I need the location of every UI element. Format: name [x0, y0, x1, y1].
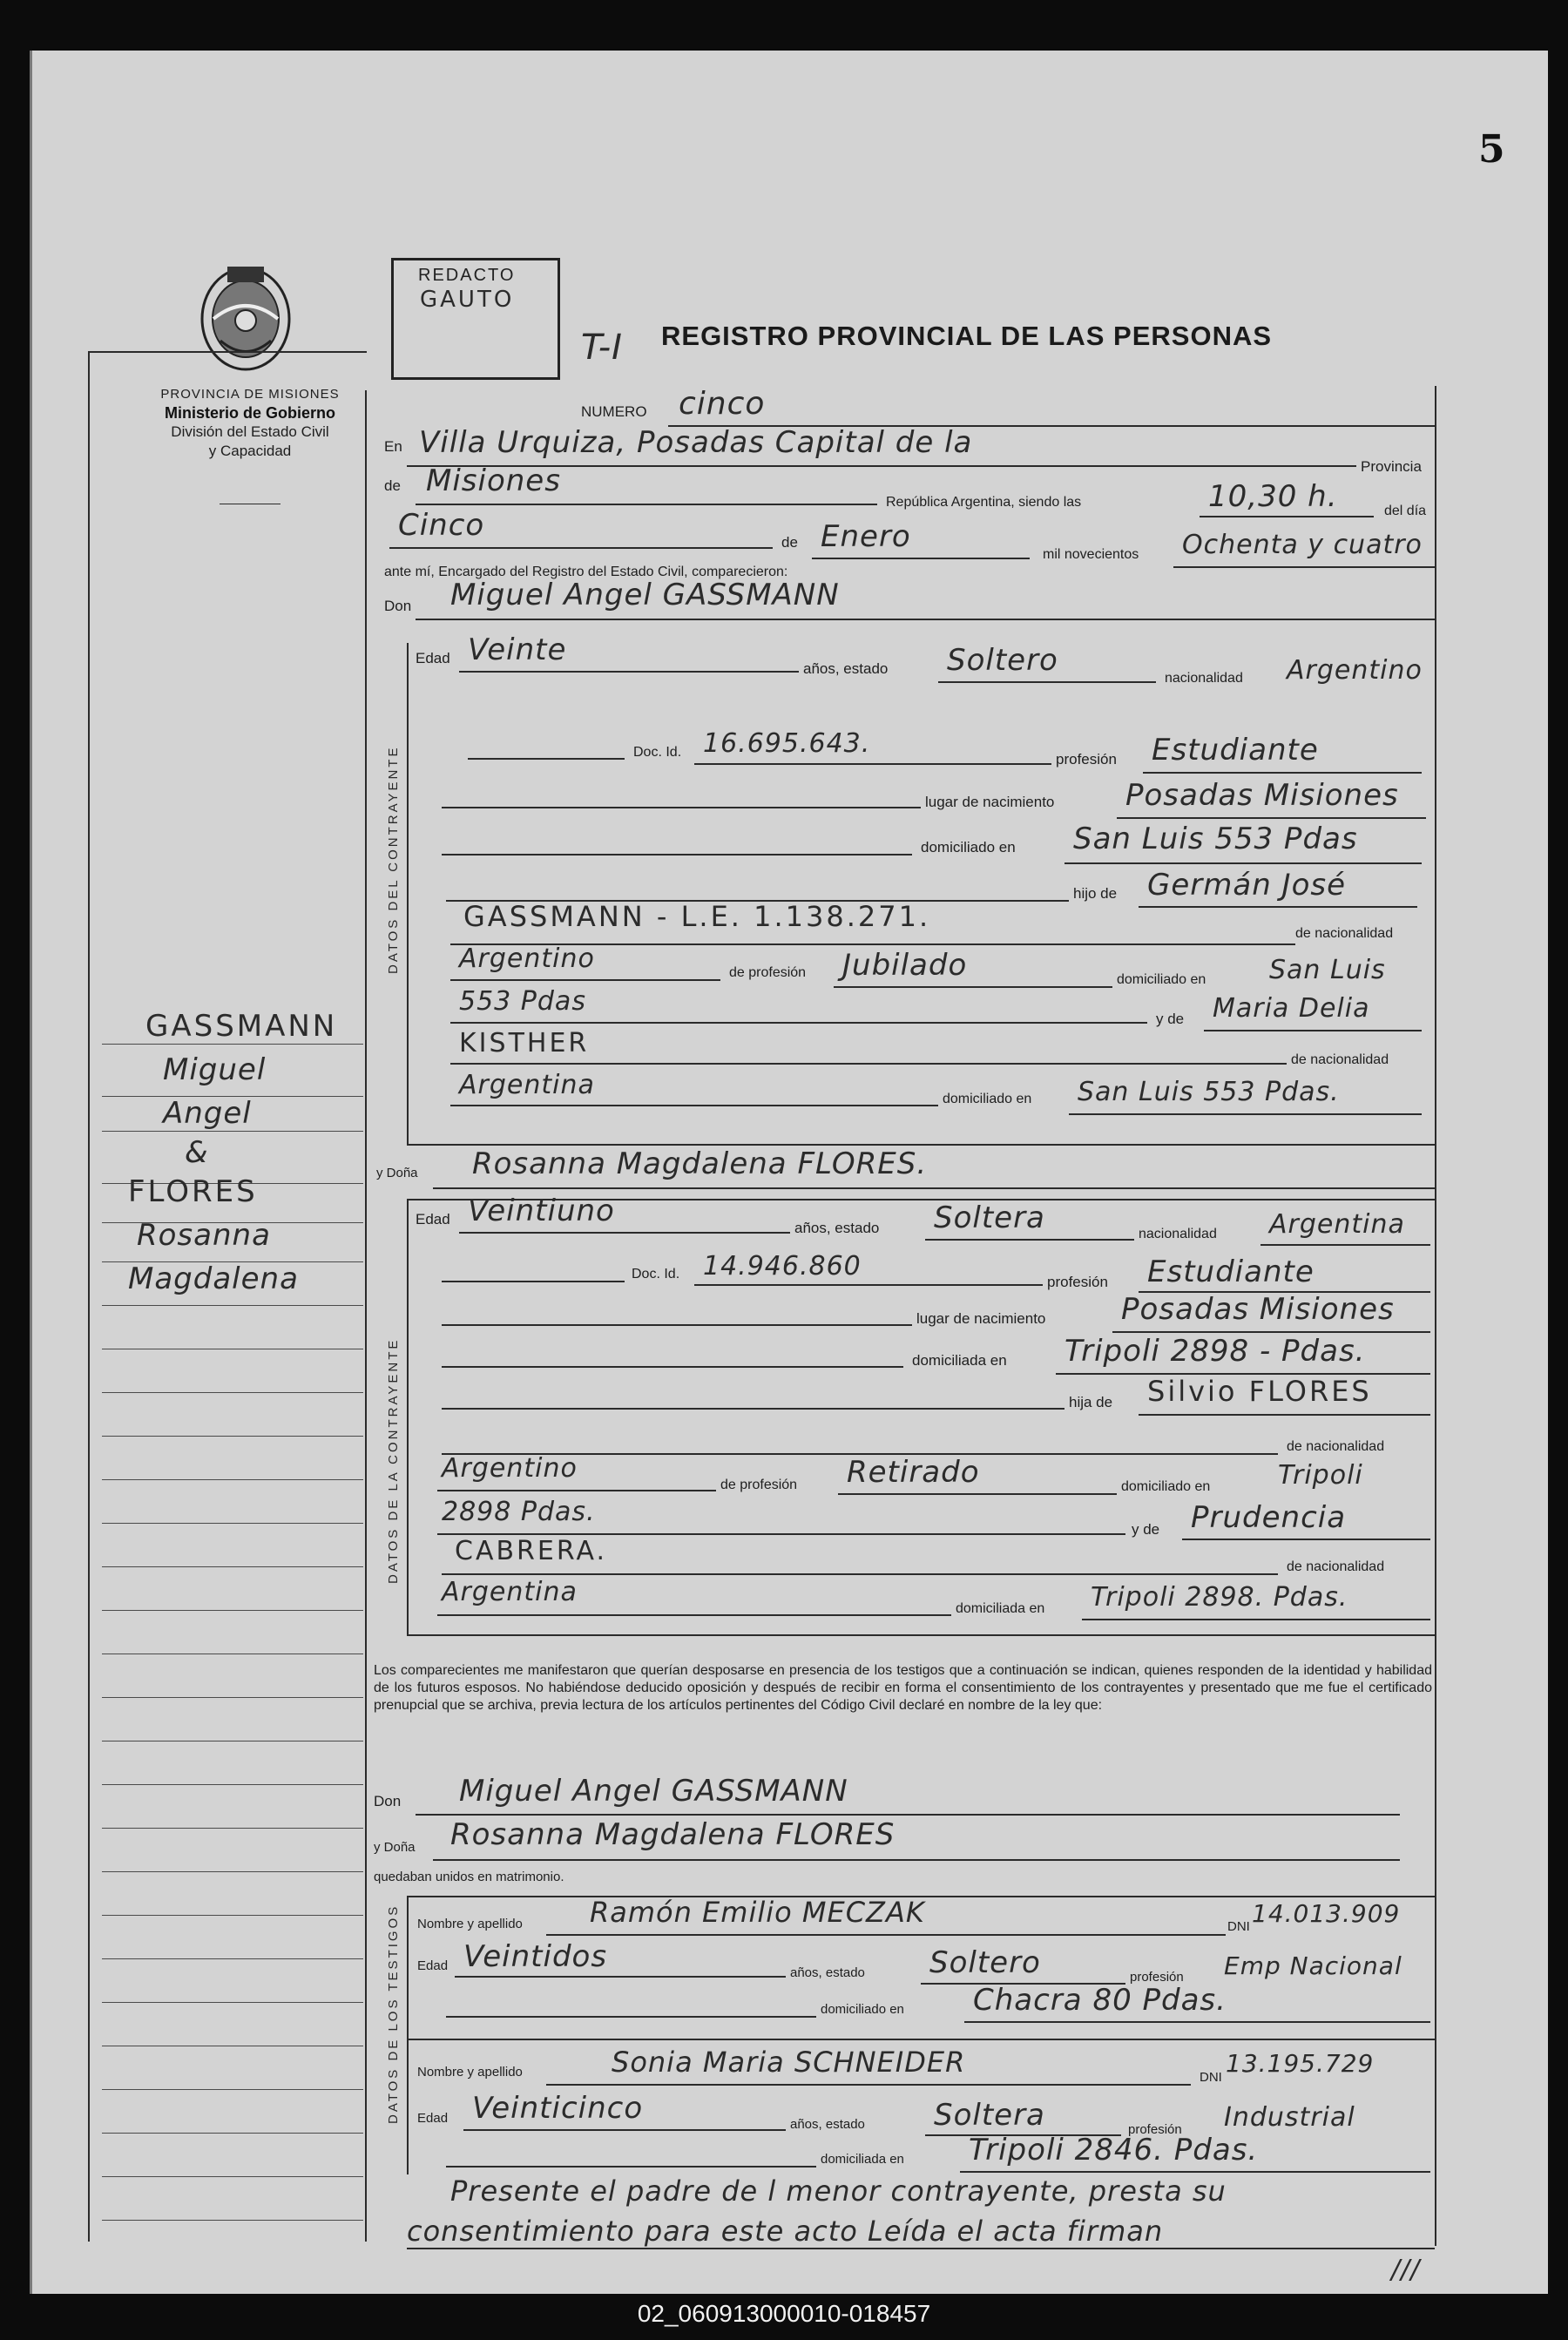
- w2-name-line: [546, 2084, 1191, 2086]
- decl-united-text: quedaban unidos en matrimonio.: [374, 1870, 564, 1884]
- bride-mother-last-line: [442, 1573, 1278, 1575]
- w1-dni-label: DNI: [1227, 1919, 1250, 1934]
- margin-note-line4: &: [185, 1135, 209, 1170]
- division-heading: División del Estado Civil: [171, 423, 329, 440]
- numero-value: cinco: [679, 386, 766, 422]
- bride-age-value: Veintiuno: [468, 1194, 615, 1228]
- w1-edad-label: Edad: [417, 1958, 449, 1973]
- bride-section-bottom: [407, 1634, 1435, 1636]
- footer-id: 02_060913000010-018457: [637, 2300, 931, 2327]
- bride-anos-label: años, estado: [794, 1220, 880, 1236]
- time-value: 10,30 h.: [1208, 479, 1338, 514]
- bride-nac-label: nacionalidad: [1139, 1227, 1217, 1241]
- bride-birthplace-value: Posadas Misiones: [1121, 1292, 1395, 1327]
- groom-mother-last-value: KISTHER: [459, 1028, 590, 1058]
- margin-note-line2: Miguel: [163, 1052, 267, 1087]
- w2-status-value: Soltera: [934, 2098, 1045, 2133]
- top-frame-line: [88, 351, 367, 353]
- bride-address-value: Tripoli 2898 - Pdas.: [1064, 1334, 1366, 1369]
- bride-doc-line: [694, 1284, 1043, 1286]
- bride-mother-nat-value: Argentina: [442, 1577, 578, 1607]
- bride-de-nac-label: de nacionalidad: [1287, 1439, 1385, 1454]
- witness-section-bracket: [407, 1896, 409, 2174]
- closing-line2: consentimiento para este acto Leída el acta firman: [407, 2215, 1164, 2248]
- w2-age-line: [463, 2129, 786, 2131]
- bride-father-addr2-value: 2898 Pdas.: [442, 1497, 596, 1527]
- w1-name-label: Nombre y apellido: [417, 1917, 523, 1931]
- tome-number: T-I: [581, 328, 623, 368]
- bride-age-line: [459, 1232, 790, 1234]
- margin-note-line7: Magdalena: [128, 1261, 299, 1296]
- groom-doc-label: Doc. Id.: [633, 745, 682, 760]
- groom-father-addr1-value: San Luis: [1269, 955, 1386, 985]
- bride-edad-label: Edad: [416, 1211, 450, 1227]
- groom-section-label: DATOS DEL CONTRAYENTE: [386, 745, 401, 974]
- bride-hija-label: hija de: [1069, 1394, 1113, 1410]
- w1-address-blank-line: [446, 2016, 816, 2018]
- margin-note-line5: FLORES: [128, 1174, 258, 1209]
- groom-nac-label: nacionalidad: [1165, 671, 1243, 686]
- decl-don-label: Don: [374, 1793, 402, 1809]
- groom-name-value: Miguel Angel GASSMANN: [450, 578, 840, 612]
- w2-name-label: Nombre y apellido: [417, 2065, 523, 2080]
- w2-prof-label: profesión: [1128, 2122, 1182, 2137]
- groom-age-line: [459, 671, 799, 673]
- mil-label: mil novecientos: [1043, 547, 1139, 562]
- bride-father-addr2-line: [437, 1533, 1125, 1535]
- margin-note-line6: Rosanna: [137, 1218, 271, 1253]
- w2-address-value: Tripoli 2846. Pdas.: [969, 2133, 1259, 2168]
- groom-mother-nat-line: [450, 1105, 938, 1106]
- bride-father-prof-value: Retirado: [847, 1455, 980, 1490]
- groom-profession-line: [1143, 772, 1422, 774]
- province-heading: PROVINCIA DE MISIONES: [160, 387, 340, 402]
- w2-dni-label: DNI: [1200, 2070, 1222, 2085]
- bride-address-blank-line: [442, 1366, 903, 1368]
- bride-lugar-label: lugar de nacimiento: [916, 1310, 1046, 1327]
- w1-anos-label: años, estado: [790, 1965, 865, 1980]
- groom-prof-label: profesión: [1056, 751, 1117, 768]
- bride-father-addr1-value: Tripoli: [1278, 1460, 1363, 1491]
- provincia-label: Provincia: [1361, 458, 1422, 475]
- w2-anos-label: años, estado: [790, 2117, 865, 2132]
- bride-mother-last-value: CABRERA.: [455, 1536, 608, 1566]
- closing-line1: Presente el padre de l menor contrayente, presta su: [450, 2174, 1227, 2208]
- stamp-name: GAUTO: [420, 287, 515, 313]
- month-line: [812, 558, 1030, 559]
- groom-father-addr2-value: 553 Pdas: [459, 986, 586, 1017]
- w1-age-line: [455, 1976, 786, 1978]
- bride-father-value: Silvio FLORES: [1147, 1375, 1372, 1408]
- bride-section-label: DATOS DE LA CONTRAYENTE: [386, 1337, 401, 1584]
- w1-address-line: [964, 2021, 1430, 2023]
- groom-father-nat-line: [450, 979, 720, 981]
- province-name-value: Misiones: [426, 463, 561, 498]
- bride-profession-value: Estudiante: [1147, 1255, 1315, 1289]
- w2-edad-label: Edad: [417, 2111, 449, 2126]
- w2-address-line: [960, 2171, 1430, 2173]
- groom-birth-blank-line: [442, 807, 921, 808]
- bride-father-nat-line: [437, 1490, 716, 1491]
- groom-profession-value: Estudiante: [1152, 733, 1319, 768]
- bride-domic-label: domiciliada en: [912, 1352, 1007, 1369]
- redacto-stamp: [391, 258, 560, 380]
- groom-de-prof-label: de profesión: [729, 965, 807, 980]
- bride-name-line: [433, 1187, 1435, 1189]
- registry-title: REGISTRO PROVINCIAL DE LAS PERSONAS: [661, 321, 1273, 351]
- bride-status-value: Soltera: [934, 1200, 1045, 1235]
- place-value: Villa Urquiza, Posadas Capital de la: [419, 425, 973, 460]
- decl-bride-value: Rosanna Magdalena FLORES: [450, 1817, 896, 1852]
- w1-age-value: Veintidos: [463, 1939, 608, 1974]
- groom-mother-first-value: Maria Delia: [1213, 993, 1370, 1024]
- bride-domic-en-label: domiciliado en: [1121, 1479, 1211, 1494]
- stamp-title: REDACTO: [418, 266, 516, 285]
- bride-birthplace-line: [1112, 1331, 1430, 1333]
- groom-address-line: [1064, 862, 1422, 864]
- numero-label: NUMERO: [581, 403, 647, 420]
- bride-mother-addr-line: [1082, 1619, 1430, 1620]
- groom-mother-addr-line: [1069, 1113, 1422, 1115]
- bride-prof-label: profesión: [1047, 1274, 1108, 1290]
- w1-prof-label: profesión: [1130, 1970, 1184, 1985]
- groom-hijo-label: hijo de: [1073, 885, 1118, 902]
- bride-domic-label-2: domiciliada en: [956, 1601, 1045, 1616]
- bride-nationality-line: [1260, 1244, 1430, 1246]
- groom-domic-en-label: domiciliado en: [1117, 972, 1206, 987]
- w1-domic-label: domiciliado en: [821, 2002, 904, 2017]
- groom-birthplace-line: [1117, 817, 1426, 819]
- witness-section-label: DATOS DE LOS TESTIGOS: [386, 1904, 401, 2124]
- bride-mother-first-line: [1182, 1539, 1430, 1540]
- bride-doc-blank-line: [442, 1281, 625, 1282]
- document-page: [30, 51, 1548, 2294]
- bride-nationality-value: Argentina: [1269, 1209, 1405, 1240]
- year-line: [1173, 566, 1435, 568]
- groom-de-nac-label-2: de nacionalidad: [1291, 1052, 1389, 1067]
- groom-father-first-line: [1139, 906, 1417, 908]
- province-name-line: [416, 504, 877, 505]
- don-label: Don: [384, 598, 412, 614]
- groom-nationality-value: Argentino: [1287, 655, 1423, 686]
- bride-dona-label: y Doña: [376, 1166, 418, 1180]
- margin-note-line3: Angel: [163, 1096, 252, 1131]
- groom-anos-label: años, estado: [803, 660, 889, 677]
- closing-mark: ///: [1391, 2255, 1421, 2285]
- del-dia-label: del día: [1384, 504, 1427, 518]
- w2-age-value: Veinticinco: [472, 2091, 644, 2126]
- bride-de-nac-label-2: de nacionalidad: [1287, 1559, 1385, 1574]
- groom-section-bottom: [407, 1144, 1435, 1146]
- day-line: [389, 547, 773, 549]
- en-label: En: [384, 438, 402, 455]
- margin-note-line1: GASSMANN: [145, 1009, 338, 1044]
- groom-mother-nat-value: Argentina: [459, 1070, 595, 1100]
- bride-mother-addr-value: Tripoli 2898. Pdas.: [1091, 1582, 1348, 1613]
- left-frame-line: [88, 351, 90, 2242]
- ministry-heading: Ministerio de Gobierno: [164, 404, 335, 422]
- groom-status-line: [938, 681, 1156, 683]
- de-label: de: [384, 477, 401, 494]
- right-frame-line: [1435, 386, 1436, 2246]
- month-value: Enero: [821, 519, 911, 554]
- bride-mother-first-value: Prudencia: [1191, 1500, 1347, 1535]
- groom-father-rest-value: GASSMANN - L.E. 1.138.271.: [463, 900, 931, 933]
- groom-section-bracket: [407, 643, 409, 1144]
- groom-mother-addr-value: San Luis 553 Pdas.: [1078, 1077, 1340, 1107]
- groom-name-line: [416, 619, 1435, 620]
- time-line: [1200, 516, 1374, 517]
- declaration-text: Los comparecientes me manifestaron que querían desposarse en presencia de los testigos que a continuación se indican, quienes responden de la identidad y habilidad de los futuros esposos. No habiéndose deducido oposición y después de recibir en forma el consentimiento de los contrayentes y presentado que me fue el certificado prenupcial que se archiva, previa lectura de los artículos pertinentes del Código Civil declaré en nombre de la ley que:: [374, 1663, 1432, 1713]
- margin-divider-line: [365, 390, 367, 2242]
- bride-doc-label: Doc. Id.: [632, 1267, 680, 1282]
- groom-father-first-value: Germán José: [1147, 868, 1347, 903]
- groom-domic-label: domiciliado en: [921, 839, 1016, 856]
- year-value: Ochenta y cuatro: [1182, 530, 1423, 560]
- w1-status-value: Soltero: [929, 1945, 1041, 1980]
- decl-bride-line: [433, 1859, 1400, 1861]
- groom-doc-line: [694, 763, 1051, 765]
- decl-groom-line: [416, 1814, 1400, 1816]
- bride-doc-value: 14.946.860: [703, 1251, 862, 1282]
- groom-father-prof-value: Jubilado: [842, 948, 968, 983]
- bride-father-nat-value: Argentino: [442, 1453, 578, 1484]
- w2-domic-label: domiciliada en: [821, 2152, 904, 2167]
- w1-profession-value: Emp Nacional: [1224, 1951, 1402, 1980]
- groom-domic-label-2: domiciliado en: [943, 1092, 1032, 1106]
- bride-y-de-label: y de: [1132, 1521, 1160, 1538]
- w1-dni-value: 14.013.909: [1252, 1899, 1401, 1928]
- groom-father-nat-value: Argentino: [459, 943, 595, 974]
- groom-age-value: Veinte: [468, 632, 567, 667]
- de-label-2: de: [781, 534, 798, 551]
- groom-mother-first-line: [1204, 1030, 1422, 1031]
- groom-doc-blank-line: [468, 758, 625, 760]
- bride-status-line: [925, 1239, 1134, 1241]
- groom-doc-value: 16.695.643.: [703, 728, 871, 759]
- decl-dona-label: y Doña: [374, 1840, 416, 1855]
- page-number: 5: [1478, 127, 1505, 172]
- bride-father-line: [1139, 1414, 1430, 1416]
- groom-father-prof-line: [834, 986, 1112, 988]
- w1-name-value: Ramón Emilio MECZAK: [590, 1896, 925, 1929]
- decl-groom-value: Miguel Angel GASSMANN: [459, 1774, 848, 1809]
- groom-y-de-label: y de: [1156, 1011, 1185, 1027]
- groom-mother-last-line: [450, 1063, 1287, 1065]
- ante-mi-text: ante mí, Encargado del Registro del Estado Civil, comparecieron:: [384, 565, 788, 579]
- bride-hija-blank-line: [442, 1408, 1064, 1410]
- groom-address-value: San Luis 553 Pdas: [1073, 822, 1358, 856]
- closing-line2-rule: [407, 2248, 1435, 2249]
- bride-mother-nat-line: [437, 1614, 951, 1616]
- capacity-heading: y Capacidad: [208, 443, 292, 459]
- groom-edad-label: Edad: [416, 650, 450, 666]
- groom-father-addr2-line: [450, 1022, 1147, 1024]
- groom-lugar-label: lugar de nacimiento: [925, 794, 1055, 810]
- groom-status-value: Soltero: [947, 643, 1058, 678]
- w2-address-blank-line: [446, 2166, 816, 2168]
- bride-name-value: Rosanna Magdalena FLORES.: [472, 1146, 928, 1181]
- bride-section-bracket: [407, 1199, 409, 1634]
- w1-address-value: Chacra 80 Pdas.: [973, 1983, 1227, 2018]
- bride-de-prof-label: de profesión: [720, 1478, 798, 1492]
- coat-of-arms-icon: [194, 258, 297, 375]
- groom-birthplace-value: Posadas Misiones: [1125, 778, 1399, 813]
- w2-dni-value: 13.195.729: [1226, 2049, 1375, 2078]
- w2-name-value: Sonia Maria SCHNEIDER: [612, 2046, 966, 2079]
- w2-profession-value: Industrial: [1224, 2102, 1355, 2133]
- bride-father-prof-line: [838, 1493, 1117, 1495]
- witness-section-mid: [407, 2039, 1435, 2040]
- w1-name-line: [546, 1934, 1226, 1936]
- groom-address-blank-line: [442, 854, 912, 856]
- groom-de-nac-label: de nacionalidad: [1295, 926, 1394, 941]
- republica-label: República Argentina, siendo las: [886, 495, 1082, 510]
- day-value: Cinco: [398, 508, 485, 543]
- bride-birth-blank-line: [442, 1324, 912, 1326]
